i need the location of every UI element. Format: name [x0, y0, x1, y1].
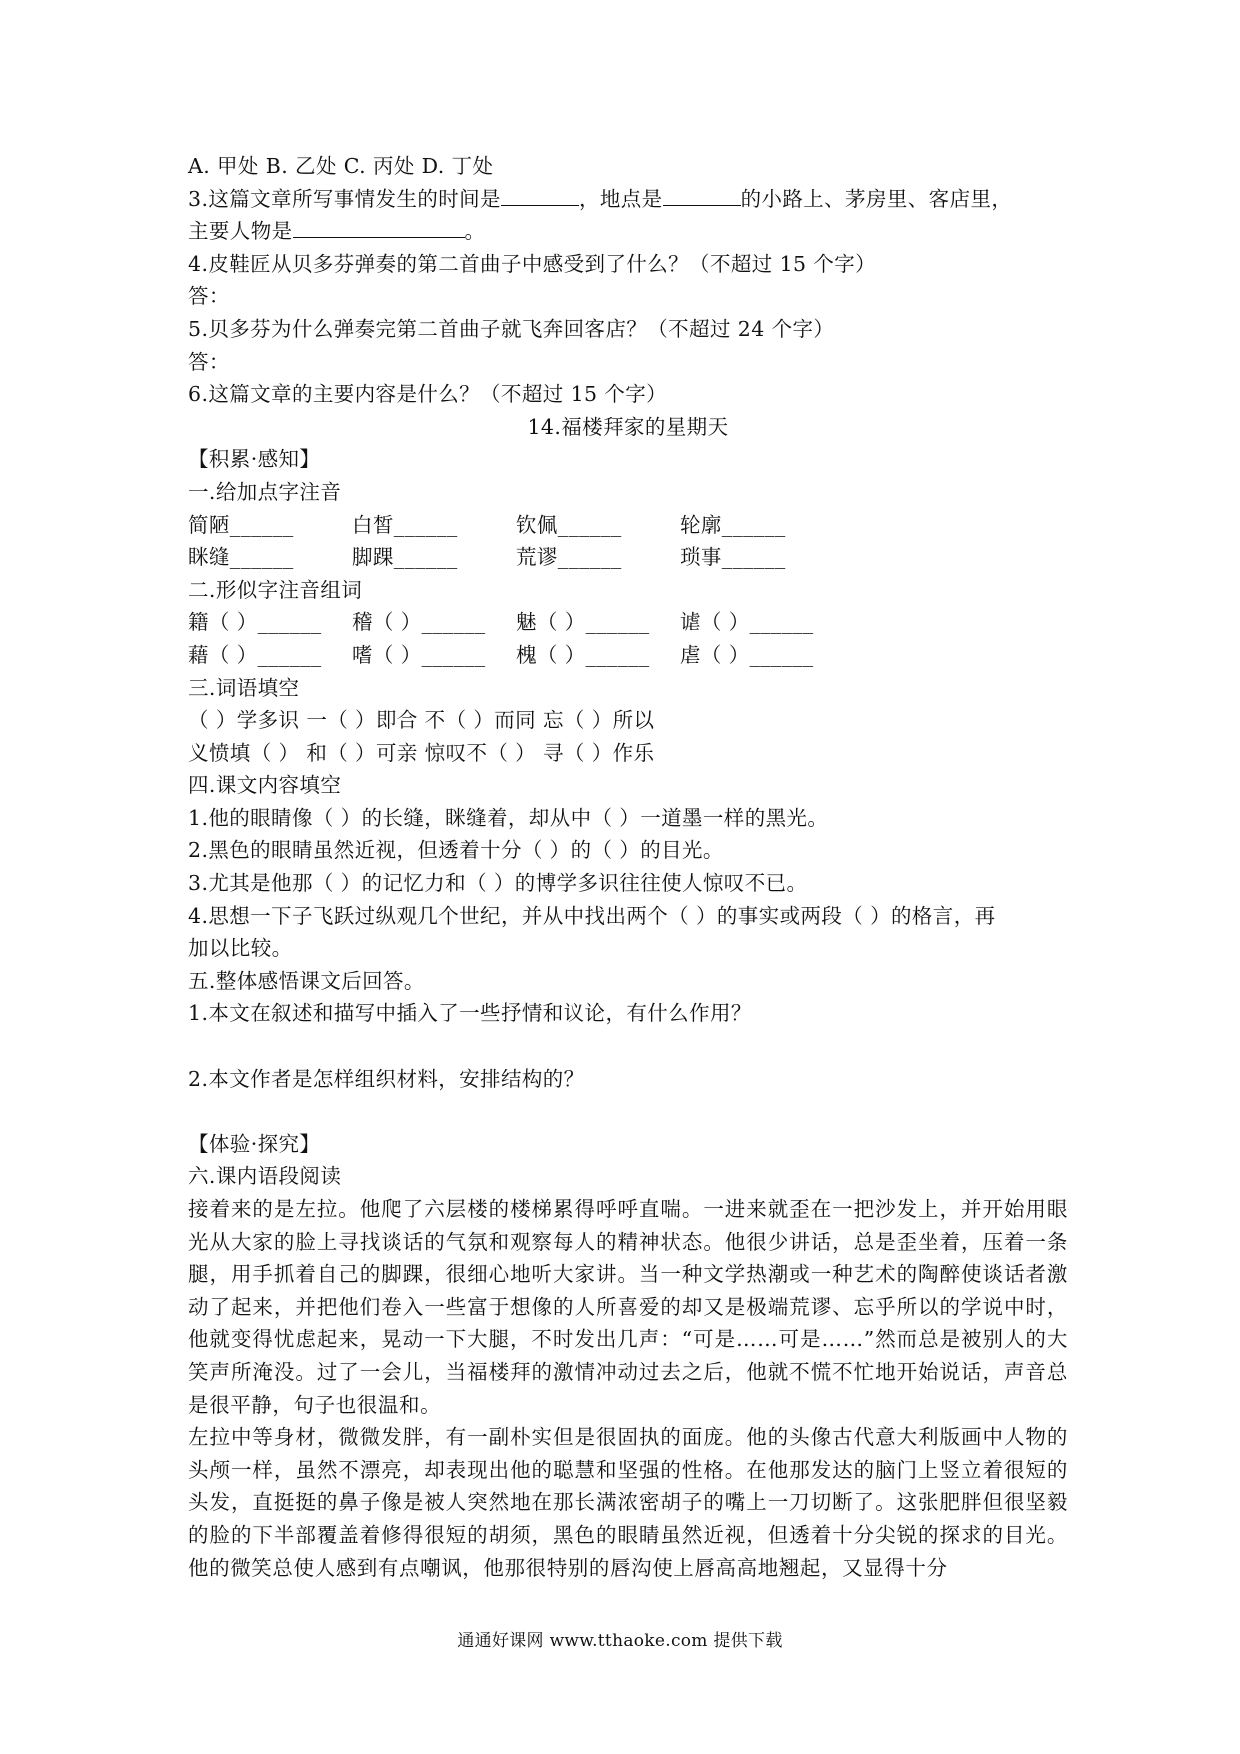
pinyin-item[interactable]: 轮廓______ [680, 512, 786, 537]
pinyin-row-2 [188, 541, 1068, 574]
question-6: 6.这篇文章的主要内容是什么？（不超过 15 个字） [188, 382, 668, 407]
pinyin-item[interactable]: 眯缝______ [188, 545, 294, 570]
answer-space[interactable] [188, 1030, 1068, 1063]
section-6-heading: 六.课内语段阅读 [188, 1164, 342, 1189]
similar-char-row-1 [188, 606, 1068, 639]
q3-text-c: 的小路上、茅房里、客店里， [740, 186, 1013, 211]
q3-text-b: ，地点是 [578, 186, 663, 211]
question-3-line-1 [188, 183, 1068, 216]
question-4: 4.皮鞋匠从贝多芬弹奏的第二首曲子中感受到了什么？（不超过 15 个字） [188, 251, 877, 276]
content-fill-3[interactable]: 3.尤其是他那（ ）的记忆力和（ ）的博学多识往往使人惊叹不已。 [188, 871, 808, 896]
similar-char-item[interactable]: 稽（ ）______ [352, 610, 486, 635]
overall-question-1: 1.本文在叙述和描写中插入了一些抒情和议论，有什么作用？ [188, 1001, 752, 1026]
pinyin-item[interactable]: 琐事______ [680, 545, 786, 570]
accumulate-heading: 【积累·感知】 [188, 447, 321, 472]
question-5: 5.贝多芬为什么弹奏完第二首曲子就飞奔回客店？（不超过 24 个字） [188, 316, 835, 341]
content-fill-1[interactable]: 1.他的眼睛像（ ）的长缝，眯缝着，却从中（ ）一道墨一样的黑光。 [188, 805, 829, 830]
section-1-heading: 一.给加点字注音 [188, 479, 342, 504]
idiom-fill-line-2[interactable]: 义愤填（ ） 和（ ）可亲 惊叹不（ ） 寻（ ）作乐 [188, 740, 655, 765]
similar-char-item[interactable]: 虐（ ）______ [680, 642, 814, 667]
section-2-heading: 二.形似字注音组词 [188, 577, 363, 602]
content-fill-2[interactable]: 2.黑色的眼睛虽然近视，但透着十分（ ）的（ ）的目光。 [188, 838, 724, 863]
q3-text-a: 3.这篇文章所写事情发生的时间是 [188, 186, 501, 211]
section-4-heading: 四.课文内容填空 [188, 773, 342, 798]
explore-heading: 【体验·探究】 [188, 1131, 321, 1156]
pinyin-item[interactable]: 白皙______ [352, 512, 458, 537]
page-footer: 通通好课网 www.tthaoke.com 提供下载 [457, 1631, 783, 1651]
section-3-heading: 三.词语填空 [188, 675, 300, 700]
worksheet-page [188, 150, 1068, 1584]
time-blank[interactable] [501, 204, 579, 206]
lesson-title: 14.福楼拜家的星期天 [527, 414, 729, 439]
content-fill-4b: 加以比较。 [188, 936, 293, 961]
section-5-heading: 五.整体感悟课文后回答。 [188, 968, 425, 993]
q3-text-d: 主要人物是 [188, 219, 293, 244]
pinyin-item[interactable]: 钦佩______ [516, 512, 622, 537]
answer-label: 答： [188, 284, 230, 309]
overall-question-2: 2.本文作者是怎样组织材料，安排结构的？ [188, 1066, 585, 1091]
similar-char-row-2 [188, 639, 1068, 672]
idiom-fill-line-1[interactable]: （ ）学多识 一（ ）即合 不（ ）而同 忘（ ）所以 [188, 708, 655, 733]
q2-options: A. 甲处 B. 乙处 C. 丙处 D. 丁处 [188, 154, 494, 178]
similar-char-item[interactable]: 谑（ ）______ [680, 610, 814, 635]
similar-char-item[interactable]: 嗜（ ）______ [352, 642, 486, 667]
similar-char-item[interactable]: 藉（ ）______ [188, 642, 322, 667]
reading-paragraph-1: 接着来的是左拉。他爬了六层楼的楼梯累得呼呼直喘。一进来就歪在一把沙发上，并开始用眼光从大家的脸上寻找谈话的气氛和观察每人的精神状态。他很少讲话，总是歪坐着，压着一条腿，用手抓着自己的脚踝，很细心地听大家讲。当一种文学热潮或一种艺术的陶醉使谈话者激动了起来，并把他们卷入一些富于想像的人所喜爱的却又是极端荒谬、忘乎所以的学说中时，他就变得忧虑起来，晃动一下大腿，不时发出几声：“可是……可是……”然而总是被别人的大笑声所淹没。过了一会儿，当福楼拜的激情冲动过去之后，他就不慌不忙地开始说话，声音总是很平静，句子也很温和。 [188, 1197, 1068, 1417]
similar-char-item[interactable]: 籍（ ）______ [188, 610, 322, 635]
pinyin-item[interactable]: 简陋______ [188, 512, 294, 537]
similar-char-item[interactable]: 槐（ ）______ [516, 642, 650, 667]
reading-paragraph-2: 左拉中等身材，微微发胖，有一副朴实但是很固执的面庞。他的头像古代意大利版画中人物的头颅一样，虽然不漂亮，却表现出他的聪慧和坚强的性格。在他那发达的脑门上竖立着很短的头发，直挺挺的鼻子像是被人突然地在那长满浓密胡子的嘴上一刀切断了。这张肥胖但很坚毅的脸的下半部覆盖着修得很短的胡须，黑色的眼睛虽然近视，但透着十分尖锐的探求的目光。他的微笑总使人感到有点嘲讽，他那很特别的唇沟使上唇高高地翘起，又显得十分 [188, 1425, 1068, 1580]
question-3-line-2 [188, 215, 1068, 248]
pinyin-item[interactable]: 脚踝______ [352, 545, 458, 570]
answer-space[interactable] [188, 1095, 1068, 1128]
pinyin-row-1 [188, 509, 1068, 542]
pinyin-item[interactable]: 荒谬______ [516, 545, 622, 570]
content-fill-4a[interactable]: 4.思想一下子飞跃过纵观几个世纪，并从中找出两个（ ）的事实或两段（ ）的格言，再 [188, 903, 996, 928]
place-blank[interactable] [663, 204, 741, 206]
similar-char-item[interactable]: 魅（ ）______ [516, 610, 650, 635]
q3-text-e: 。 [464, 219, 486, 244]
characters-blank[interactable] [293, 236, 465, 238]
answer-label: 答： [188, 349, 230, 374]
